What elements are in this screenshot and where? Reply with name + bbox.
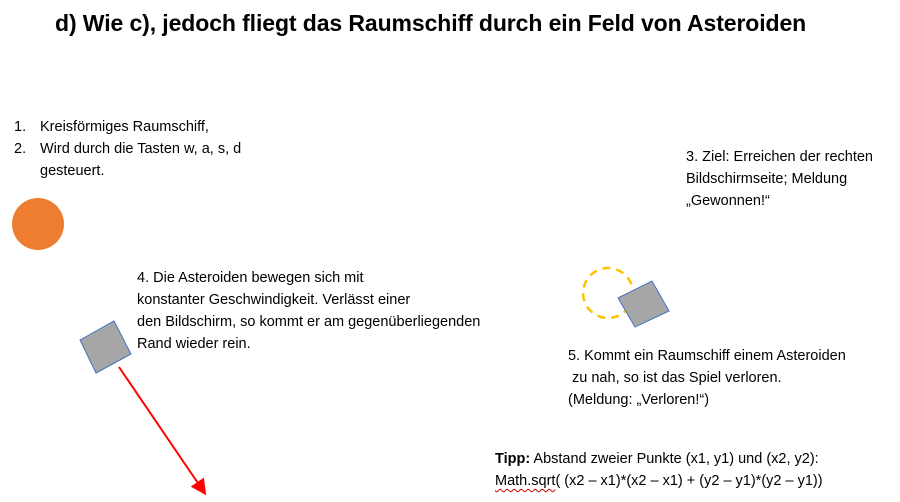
formula-expression: ( (x2 – x1)*(x2 – x1) + (y2 – y1)*(y2 – y1)) (555, 473, 823, 489)
slide-title: d) Wie c), jedoch fliegt das Raumschiff durch ein Feld von Asteroiden (55, 10, 807, 36)
goal-line: Bildschirmseite; Meldung (686, 171, 848, 187)
list-number: 2. (14, 141, 27, 157)
goal-line: „Gewonnen!“ (686, 193, 770, 209)
velocity-arrow (112, 360, 212, 500)
tip-box (495, 448, 823, 492)
asteroid-line: den Bildschirm, so kommt er am gegenüberliegenden (137, 314, 481, 330)
tip-line (495, 448, 823, 470)
goal-text (686, 146, 873, 212)
list-item-text: Wird durch die Tasten w, a, s, d (40, 141, 242, 157)
lose-line: 5. Kommt ein Raumschiff einem Asteroiden (568, 348, 846, 364)
list-item (14, 116, 241, 138)
lose-condition-text (568, 345, 846, 411)
list-item-continuation: gesteuert. (40, 163, 105, 179)
asteroid-line: konstanter Geschwindigkeit. Verlässt einer (137, 292, 411, 308)
list-item (14, 138, 241, 160)
goal-line: 3. Ziel: Erreichen der rechten (686, 149, 873, 165)
lose-line: zu nah, so ist das Spiel verloren. (568, 370, 782, 386)
tip-text: Abstand zweier Punkte (x1, y1) und (x2, y2): (530, 451, 819, 467)
asteroid-description (137, 267, 480, 355)
tip-formula (495, 470, 823, 492)
list-item-text: Kreisförmiges Raumschiff, (40, 119, 209, 135)
tip-label: Tipp: (495, 451, 531, 467)
lose-line: (Meldung: „Verloren!“) (568, 392, 710, 408)
spaceship-circle (12, 198, 66, 252)
asteroid-right (615, 278, 673, 330)
list-number: 1. (14, 119, 27, 135)
asteroid-line: 4. Die Asteroiden bewegen sich mit (137, 270, 364, 286)
asteroid-line: Rand wieder rein. (137, 336, 251, 352)
feature-list (14, 116, 241, 182)
formula-function: Math.sqrt (495, 473, 556, 489)
